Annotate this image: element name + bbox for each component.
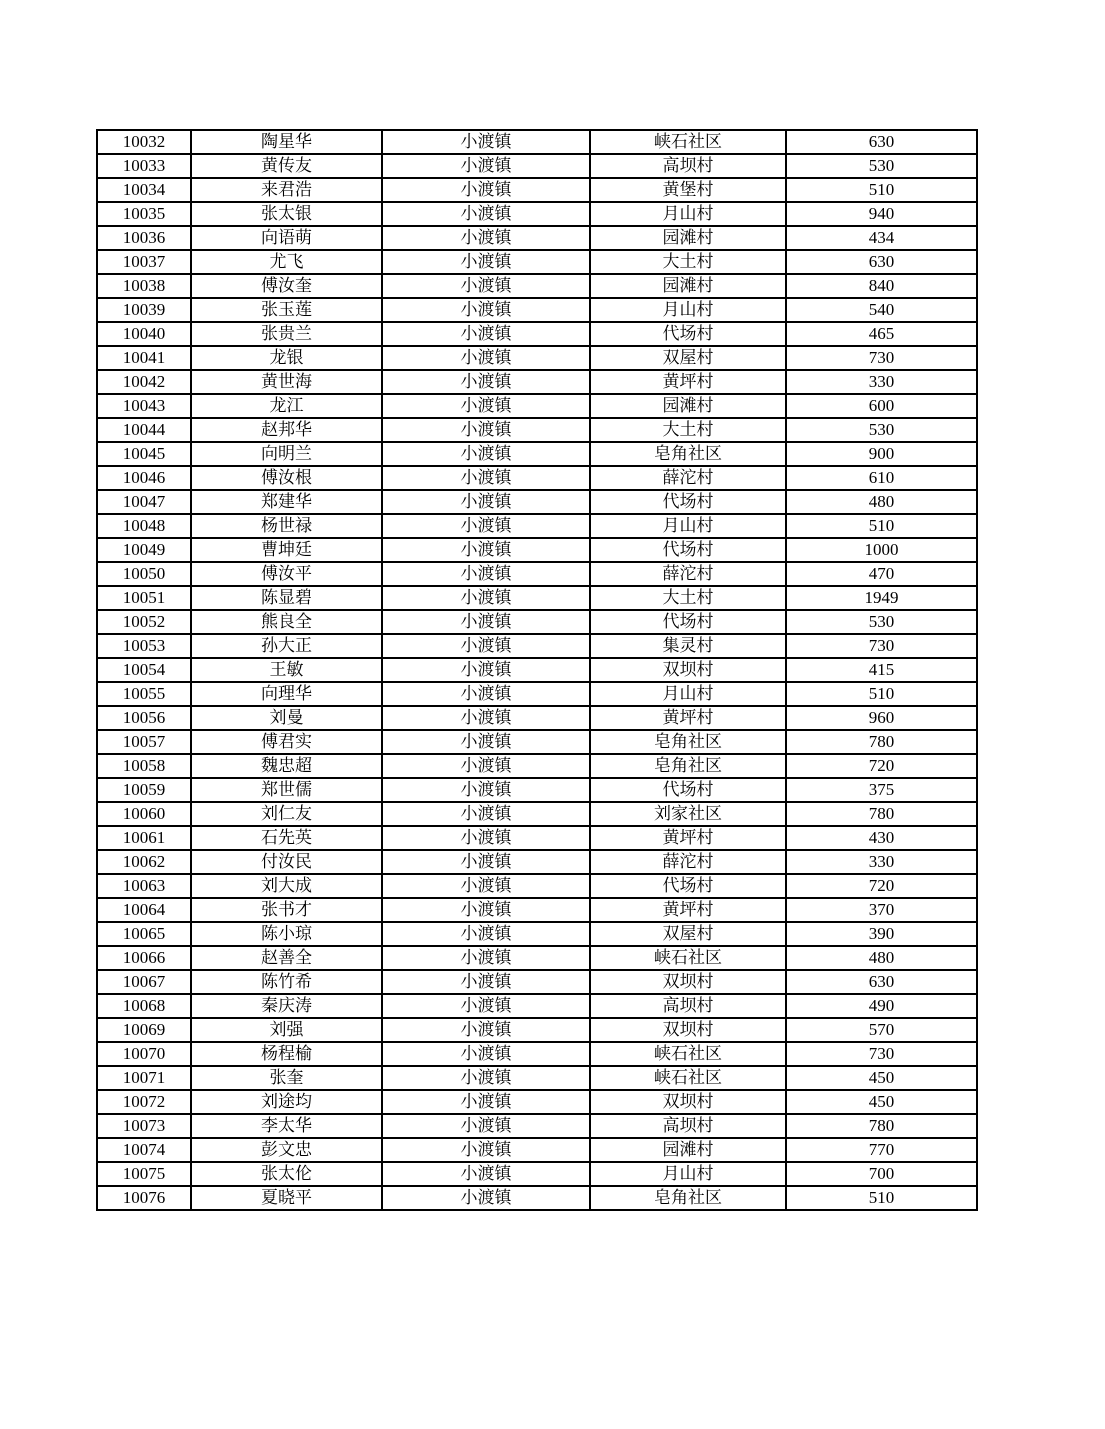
cell-town: 小渡镇: [382, 394, 590, 418]
cell-name: 张贵兰: [191, 322, 382, 346]
cell-id: 10062: [97, 850, 191, 874]
cell-amount: 720: [786, 874, 977, 898]
cell-amount: 1000: [786, 538, 977, 562]
table-row: [97, 610, 977, 634]
cell-name: 陶星华: [191, 130, 382, 154]
cell-id: 10067: [97, 970, 191, 994]
cell-id: 10044: [97, 418, 191, 442]
cell-town: 小渡镇: [382, 562, 590, 586]
cell-village: 月山村: [590, 298, 786, 322]
cell-amount: 530: [786, 610, 977, 634]
cell-town: 小渡镇: [382, 274, 590, 298]
cell-amount: 330: [786, 850, 977, 874]
cell-town: 小渡镇: [382, 754, 590, 778]
cell-village: 峡石社区: [590, 946, 786, 970]
table-row: [97, 658, 977, 682]
cell-village: 薛沱村: [590, 562, 786, 586]
cell-village: 皂角社区: [590, 730, 786, 754]
cell-town: 小渡镇: [382, 610, 590, 634]
cell-name: 李太华: [191, 1114, 382, 1138]
cell-town: 小渡镇: [382, 322, 590, 346]
cell-town: 小渡镇: [382, 802, 590, 826]
cell-town: 小渡镇: [382, 586, 590, 610]
cell-amount: 770: [786, 1138, 977, 1162]
cell-village: 大土村: [590, 418, 786, 442]
cell-id: 10057: [97, 730, 191, 754]
cell-village: 园滩村: [590, 394, 786, 418]
cell-name: 付汝民: [191, 850, 382, 874]
cell-id: 10061: [97, 826, 191, 850]
cell-id: 10047: [97, 490, 191, 514]
cell-village: 月山村: [590, 1162, 786, 1186]
table-row: [97, 586, 977, 610]
cell-amount: 940: [786, 202, 977, 226]
cell-village: 双坝村: [590, 1090, 786, 1114]
cell-name: 孙大正: [191, 634, 382, 658]
cell-amount: 480: [786, 490, 977, 514]
cell-id: 10069: [97, 1018, 191, 1042]
cell-id: 10053: [97, 634, 191, 658]
cell-amount: 780: [786, 730, 977, 754]
table-row: [97, 322, 977, 346]
cell-amount: 480: [786, 946, 977, 970]
cell-amount: 510: [786, 1186, 977, 1210]
cell-town: 小渡镇: [382, 634, 590, 658]
table-row: [97, 994, 977, 1018]
table-row: [97, 682, 977, 706]
cell-village: 高坝村: [590, 154, 786, 178]
cell-name: 张奎: [191, 1066, 382, 1090]
cell-village: 集灵村: [590, 634, 786, 658]
cell-name: 石先英: [191, 826, 382, 850]
cell-village: 黄坪村: [590, 826, 786, 850]
cell-amount: 610: [786, 466, 977, 490]
cell-village: 薛沱村: [590, 466, 786, 490]
table-row: [97, 466, 977, 490]
cell-name: 傅汝奎: [191, 274, 382, 298]
table-row: [97, 562, 977, 586]
cell-village: 园滩村: [590, 226, 786, 250]
cell-village: 黄坪村: [590, 898, 786, 922]
cell-town: 小渡镇: [382, 922, 590, 946]
cell-id: 10075: [97, 1162, 191, 1186]
table-row: [97, 394, 977, 418]
cell-amount: 390: [786, 922, 977, 946]
cell-name: 陈显碧: [191, 586, 382, 610]
cell-id: 10048: [97, 514, 191, 538]
cell-name: 赵邦华: [191, 418, 382, 442]
cell-village: 园滩村: [590, 274, 786, 298]
cell-village: 双坝村: [590, 1018, 786, 1042]
cell-name: 刘曼: [191, 706, 382, 730]
cell-village: 代场村: [590, 778, 786, 802]
cell-amount: 960: [786, 706, 977, 730]
table-row: [97, 418, 977, 442]
cell-name: 秦庆涛: [191, 994, 382, 1018]
cell-village: 高坝村: [590, 994, 786, 1018]
cell-name: 陈竹希: [191, 970, 382, 994]
cell-village: 月山村: [590, 682, 786, 706]
cell-amount: 730: [786, 346, 977, 370]
cell-id: 10070: [97, 1042, 191, 1066]
cell-town: 小渡镇: [382, 418, 590, 442]
cell-village: 黄坪村: [590, 706, 786, 730]
table-row: [97, 154, 977, 178]
cell-village: 黄堡村: [590, 178, 786, 202]
table-row: [97, 1018, 977, 1042]
cell-amount: 490: [786, 994, 977, 1018]
table-row: [97, 1162, 977, 1186]
table-row: [97, 370, 977, 394]
table-row: [97, 706, 977, 730]
cell-name: 王敏: [191, 658, 382, 682]
cell-town: 小渡镇: [382, 1186, 590, 1210]
table-row: [97, 130, 977, 154]
cell-town: 小渡镇: [382, 250, 590, 274]
cell-name: 魏忠超: [191, 754, 382, 778]
cell-town: 小渡镇: [382, 178, 590, 202]
cell-id: 10035: [97, 202, 191, 226]
cell-village: 皂角社区: [590, 1186, 786, 1210]
cell-name: 彭文忠: [191, 1138, 382, 1162]
table-row: [97, 802, 977, 826]
cell-name: 龙江: [191, 394, 382, 418]
cell-id: 10050: [97, 562, 191, 586]
cell-village: 代场村: [590, 490, 786, 514]
cell-id: 10054: [97, 658, 191, 682]
cell-amount: 540: [786, 298, 977, 322]
cell-id: 10032: [97, 130, 191, 154]
table-row: [97, 970, 977, 994]
table-row: [97, 250, 977, 274]
cell-town: 小渡镇: [382, 682, 590, 706]
table-row: [97, 778, 977, 802]
cell-id: 10041: [97, 346, 191, 370]
cell-town: 小渡镇: [382, 1114, 590, 1138]
table-row: [97, 1114, 977, 1138]
cell-town: 小渡镇: [382, 514, 590, 538]
table-row: [97, 1186, 977, 1210]
cell-amount: 470: [786, 562, 977, 586]
cell-village: 双屋村: [590, 346, 786, 370]
table-row: [97, 826, 977, 850]
cell-town: 小渡镇: [382, 490, 590, 514]
table-row: [97, 178, 977, 202]
cell-id: 10043: [97, 394, 191, 418]
cell-name: 郑世儒: [191, 778, 382, 802]
cell-name: 来君浩: [191, 178, 382, 202]
cell-name: 刘仁友: [191, 802, 382, 826]
cell-town: 小渡镇: [382, 994, 590, 1018]
cell-amount: 530: [786, 154, 977, 178]
cell-name: 向明兰: [191, 442, 382, 466]
cell-amount: 510: [786, 682, 977, 706]
cell-village: 皂角社区: [590, 442, 786, 466]
cell-village: 高坝村: [590, 1114, 786, 1138]
cell-id: 10065: [97, 922, 191, 946]
cell-town: 小渡镇: [382, 850, 590, 874]
cell-id: 10066: [97, 946, 191, 970]
cell-village: 月山村: [590, 514, 786, 538]
cell-id: 10052: [97, 610, 191, 634]
cell-name: 黄世海: [191, 370, 382, 394]
cell-village: 薛沱村: [590, 850, 786, 874]
cell-town: 小渡镇: [382, 1042, 590, 1066]
cell-village: 峡石社区: [590, 130, 786, 154]
cell-id: 10040: [97, 322, 191, 346]
cell-town: 小渡镇: [382, 658, 590, 682]
cell-village: 园滩村: [590, 1138, 786, 1162]
cell-amount: 630: [786, 970, 977, 994]
cell-amount: 780: [786, 1114, 977, 1138]
cell-name: 傅汝根: [191, 466, 382, 490]
cell-amount: 720: [786, 754, 977, 778]
cell-town: 小渡镇: [382, 946, 590, 970]
table-row: [97, 946, 977, 970]
cell-town: 小渡镇: [382, 970, 590, 994]
cell-name: 张太银: [191, 202, 382, 226]
cell-town: 小渡镇: [382, 370, 590, 394]
table-row: [97, 1066, 977, 1090]
cell-id: 10046: [97, 466, 191, 490]
cell-name: 刘强: [191, 1018, 382, 1042]
cell-village: 峡石社区: [590, 1042, 786, 1066]
table-row: [97, 490, 977, 514]
cell-id: 10037: [97, 250, 191, 274]
cell-id: 10076: [97, 1186, 191, 1210]
cell-name: 熊良全: [191, 610, 382, 634]
cell-town: 小渡镇: [382, 898, 590, 922]
table-row: [97, 874, 977, 898]
cell-town: 小渡镇: [382, 130, 590, 154]
cell-id: 10042: [97, 370, 191, 394]
cell-name: 尤飞: [191, 250, 382, 274]
table-row: [97, 514, 977, 538]
cell-id: 10073: [97, 1114, 191, 1138]
data-table: [96, 129, 978, 1211]
table-row: [97, 1090, 977, 1114]
table-row: [97, 226, 977, 250]
cell-name: 傅君实: [191, 730, 382, 754]
cell-town: 小渡镇: [382, 826, 590, 850]
cell-town: 小渡镇: [382, 346, 590, 370]
cell-town: 小渡镇: [382, 538, 590, 562]
cell-name: 张玉莲: [191, 298, 382, 322]
cell-id: 10055: [97, 682, 191, 706]
cell-amount: 465: [786, 322, 977, 346]
cell-amount: 780: [786, 802, 977, 826]
table-row: [97, 634, 977, 658]
cell-amount: 1949: [786, 586, 977, 610]
cell-id: 10058: [97, 754, 191, 778]
table-row: [97, 298, 977, 322]
cell-id: 10039: [97, 298, 191, 322]
table-row: [97, 274, 977, 298]
cell-name: 曹坤廷: [191, 538, 382, 562]
cell-town: 小渡镇: [382, 874, 590, 898]
cell-amount: 510: [786, 178, 977, 202]
cell-town: 小渡镇: [382, 730, 590, 754]
cell-town: 小渡镇: [382, 778, 590, 802]
cell-amount: 700: [786, 1162, 977, 1186]
cell-id: 10049: [97, 538, 191, 562]
cell-village: 双屋村: [590, 922, 786, 946]
cell-name: 张书才: [191, 898, 382, 922]
cell-village: 代场村: [590, 538, 786, 562]
cell-id: 10045: [97, 442, 191, 466]
cell-town: 小渡镇: [382, 706, 590, 730]
cell-village: 双坝村: [590, 970, 786, 994]
table-row: [97, 730, 977, 754]
cell-town: 小渡镇: [382, 466, 590, 490]
table-row: [97, 898, 977, 922]
cell-amount: 430: [786, 826, 977, 850]
cell-id: 10033: [97, 154, 191, 178]
cell-amount: 415: [786, 658, 977, 682]
cell-name: 陈小琼: [191, 922, 382, 946]
table-row: [97, 1138, 977, 1162]
table-row: [97, 754, 977, 778]
table-row: [97, 922, 977, 946]
cell-id: 10036: [97, 226, 191, 250]
cell-name: 张太伦: [191, 1162, 382, 1186]
cell-name: 向理华: [191, 682, 382, 706]
cell-village: 代场村: [590, 322, 786, 346]
table-row: [97, 1042, 977, 1066]
cell-amount: 840: [786, 274, 977, 298]
table-body: [97, 130, 977, 1210]
cell-amount: 434: [786, 226, 977, 250]
cell-town: 小渡镇: [382, 1162, 590, 1186]
cell-town: 小渡镇: [382, 1018, 590, 1042]
cell-town: 小渡镇: [382, 226, 590, 250]
cell-id: 10071: [97, 1066, 191, 1090]
cell-id: 10034: [97, 178, 191, 202]
cell-town: 小渡镇: [382, 202, 590, 226]
cell-name: 赵善全: [191, 946, 382, 970]
cell-village: 月山村: [590, 202, 786, 226]
cell-amount: 730: [786, 1042, 977, 1066]
cell-amount: 630: [786, 130, 977, 154]
cell-town: 小渡镇: [382, 1090, 590, 1114]
cell-village: 双坝村: [590, 658, 786, 682]
cell-town: 小渡镇: [382, 1066, 590, 1090]
cell-amount: 630: [786, 250, 977, 274]
cell-id: 10064: [97, 898, 191, 922]
cell-amount: 450: [786, 1090, 977, 1114]
cell-name: 刘大成: [191, 874, 382, 898]
cell-id: 10056: [97, 706, 191, 730]
cell-amount: 330: [786, 370, 977, 394]
table-row: [97, 346, 977, 370]
cell-town: 小渡镇: [382, 154, 590, 178]
cell-id: 10063: [97, 874, 191, 898]
cell-amount: 900: [786, 442, 977, 466]
cell-name: 黄传友: [191, 154, 382, 178]
cell-id: 10068: [97, 994, 191, 1018]
cell-town: 小渡镇: [382, 298, 590, 322]
cell-name: 刘途均: [191, 1090, 382, 1114]
table-row: [97, 850, 977, 874]
cell-village: 刘家社区: [590, 802, 786, 826]
cell-id: 10072: [97, 1090, 191, 1114]
cell-name: 杨程榆: [191, 1042, 382, 1066]
cell-id: 10051: [97, 586, 191, 610]
cell-amount: 600: [786, 394, 977, 418]
cell-name: 向语萌: [191, 226, 382, 250]
cell-id: 10074: [97, 1138, 191, 1162]
cell-village: 代场村: [590, 610, 786, 634]
cell-id: 10059: [97, 778, 191, 802]
cell-town: 小渡镇: [382, 442, 590, 466]
cell-village: 皂角社区: [590, 754, 786, 778]
cell-amount: 510: [786, 514, 977, 538]
cell-village: 大土村: [590, 586, 786, 610]
table-row: [97, 538, 977, 562]
cell-amount: 570: [786, 1018, 977, 1042]
table-row: [97, 202, 977, 226]
cell-name: 郑建华: [191, 490, 382, 514]
cell-amount: 370: [786, 898, 977, 922]
cell-town: 小渡镇: [382, 1138, 590, 1162]
cell-village: 大土村: [590, 250, 786, 274]
cell-village: 黄坪村: [590, 370, 786, 394]
cell-amount: 375: [786, 778, 977, 802]
cell-amount: 530: [786, 418, 977, 442]
cell-name: 杨世禄: [191, 514, 382, 538]
cell-name: 傅汝平: [191, 562, 382, 586]
table-row: [97, 442, 977, 466]
cell-id: 10038: [97, 274, 191, 298]
cell-village: 峡石社区: [590, 1066, 786, 1090]
cell-village: 代场村: [590, 874, 786, 898]
cell-amount: 730: [786, 634, 977, 658]
cell-amount: 450: [786, 1066, 977, 1090]
cell-name: 龙银: [191, 346, 382, 370]
cell-id: 10060: [97, 802, 191, 826]
cell-name: 夏晓平: [191, 1186, 382, 1210]
